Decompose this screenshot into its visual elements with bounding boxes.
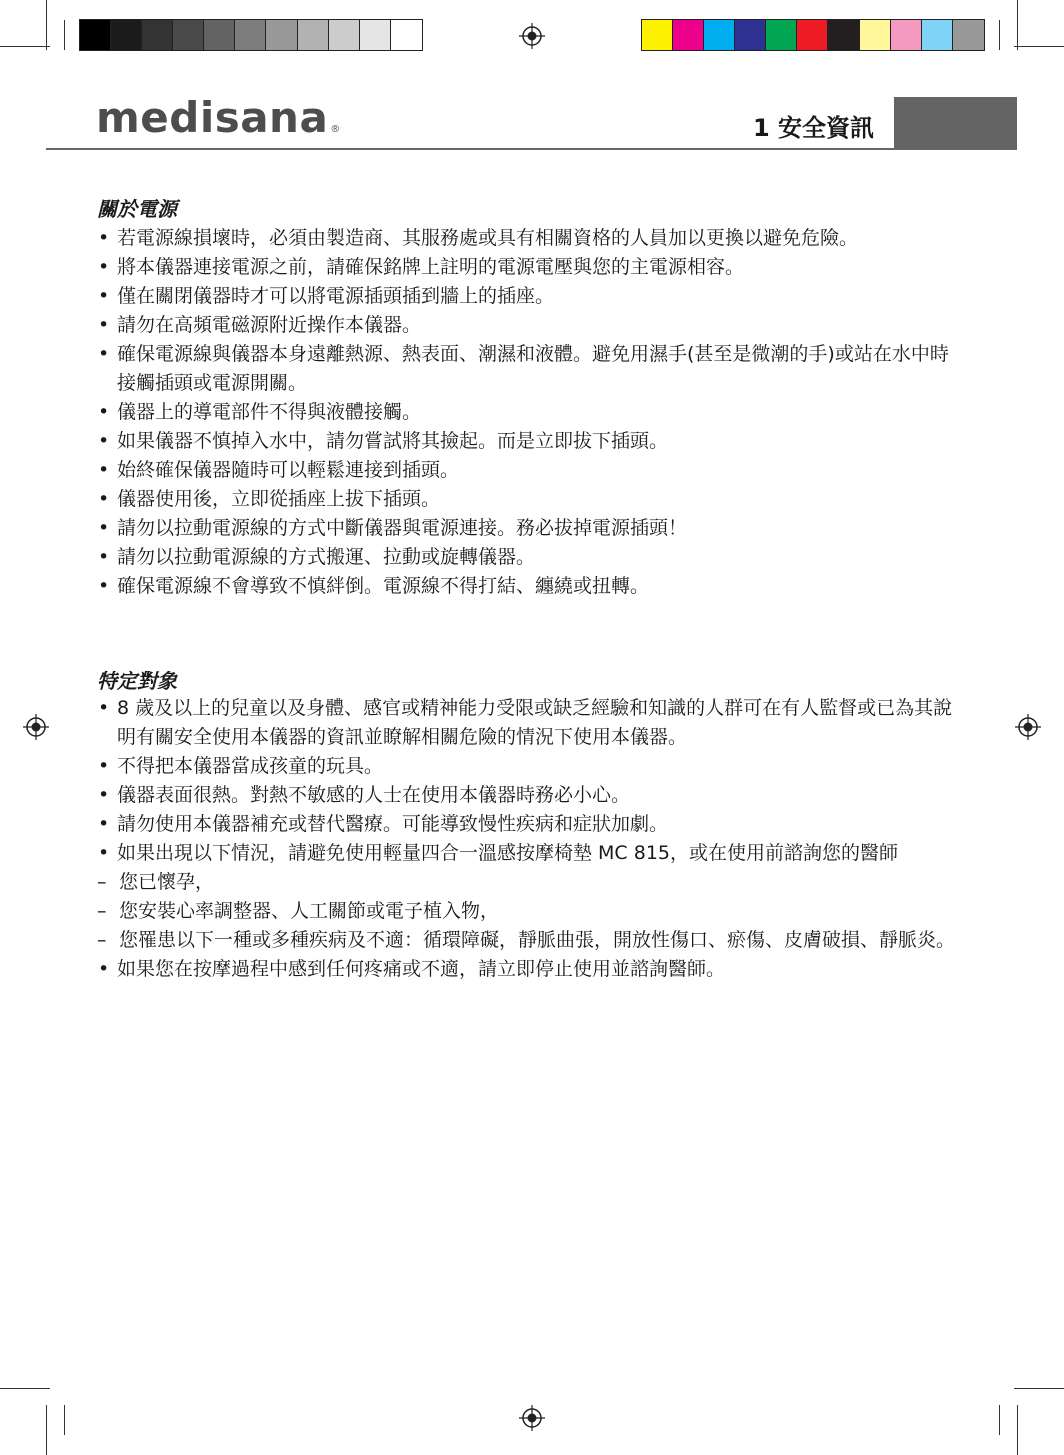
list-item: • 如果您在按摩過程中感到任何疼痛或不適，請立即停止使用並諮詢醫師。 bbox=[97, 955, 967, 984]
list-item: • 確保電源線與儀器本身遠離熱源、熱表面、潮濕和液體。避免用濕手(甚至是微潮的手)或站在水中時接觸插頭或電源開關。 bbox=[97, 340, 967, 398]
grayscale-swatch bbox=[204, 20, 235, 50]
list-item: • 請勿以拉動電源線的方式中斷儀器與電源連接。務必拔掉電源插頭！ bbox=[97, 514, 967, 543]
color-swatch bbox=[704, 20, 735, 50]
list-item: • 始終確保儀器隨時可以輕鬆連接到插頭。 bbox=[97, 456, 967, 485]
grayscale-swatch bbox=[329, 20, 360, 50]
crop-mark bbox=[999, 1405, 1000, 1435]
crop-mark bbox=[999, 20, 1000, 50]
chapter-title: 1 安全資訊 bbox=[752, 114, 874, 142]
list-item: • 儀器上的導電部件不得與液體接觸。 bbox=[97, 398, 967, 427]
sub-list-container bbox=[97, 868, 967, 955]
list-item: • 儀器表面很熱。對熱不敏感的人士在使用本儀器時務必小心。 bbox=[97, 781, 967, 810]
color-swatch bbox=[797, 20, 828, 50]
color-swatch bbox=[953, 20, 984, 50]
sub-list-item: – 您安裝心率調整器、人工關節或電子植入物， bbox=[97, 897, 967, 926]
registration-mark-icon bbox=[519, 1405, 545, 1431]
crop-mark bbox=[0, 46, 50, 47]
grayscale-color-bar bbox=[79, 19, 423, 51]
list-item: • 如果出現以下情況，請避免使用輕量四合一溫感按摩椅墊 MC 815，或在使用前諮詢您的醫師 bbox=[97, 839, 967, 868]
list-item: • 確保電源線不會導致不慎絆倒。電源線不得打結、纏繞或扭轉。 bbox=[97, 572, 967, 601]
crop-mark bbox=[46, 1405, 47, 1455]
sub-list-item: – 您已懷孕， bbox=[97, 868, 967, 897]
power-safety-list bbox=[97, 224, 967, 601]
list-item: • 請勿使用本儀器補充或替代醫療。可能導致慢性疾病和症狀加劇。 bbox=[97, 810, 967, 839]
registration-mark-icon bbox=[519, 23, 545, 49]
crop-mark bbox=[64, 1405, 65, 1435]
list-item: • 不得把本儀器當成孩童的玩具。 bbox=[97, 752, 967, 781]
registration-mark-icon bbox=[23, 714, 49, 740]
crop-mark bbox=[1017, 0, 1018, 50]
chapter-tab-block bbox=[894, 97, 1017, 148]
grayscale-swatch bbox=[142, 20, 173, 50]
sub-list-item: – 您罹患以下一種或多種疾病及不適：循環障礙，靜脈曲張，開放性傷口、瘀傷、皮膚破損、靜脈炎。 bbox=[97, 926, 967, 955]
contraindication-sub-list bbox=[97, 868, 967, 955]
color-swatch bbox=[922, 20, 953, 50]
cmyk-color-bar bbox=[641, 19, 985, 51]
color-swatch bbox=[642, 20, 673, 50]
grayscale-swatch bbox=[235, 20, 266, 50]
special-groups-list bbox=[97, 694, 967, 984]
list-item: • 儀器使用後，立即從插座上拔下插頭。 bbox=[97, 485, 967, 514]
color-swatch bbox=[766, 20, 797, 50]
section-title-power: 關於電源 bbox=[97, 197, 177, 221]
grayscale-swatch bbox=[80, 20, 111, 50]
grayscale-swatch bbox=[391, 20, 422, 50]
crop-mark bbox=[1017, 1405, 1018, 1455]
list-item: • 8 歲及以上的兒童以及身體、感官或精神能力受限或缺乏經驗和知識的人群可在有人監督或已為其說明有關安全使用本儀器的資訊並瞭解相關危險的情況下使用本儀器。 bbox=[97, 694, 967, 752]
color-swatch bbox=[860, 20, 891, 50]
crop-mark bbox=[46, 0, 47, 50]
list-item: • 如果儀器不慎掉入水中，請勿嘗試將其撿起。而是立即拔下插頭。 bbox=[97, 427, 967, 456]
registration-mark-icon bbox=[1015, 714, 1041, 740]
crop-mark bbox=[1014, 1388, 1064, 1389]
color-swatch bbox=[673, 20, 704, 50]
crop-mark bbox=[0, 1388, 50, 1389]
grayscale-swatch bbox=[266, 20, 297, 50]
header-rule bbox=[46, 148, 1017, 150]
list-item: • 將本儀器連接電源之前，請確保銘牌上註明的電源電壓與您的主電源相容。 bbox=[97, 253, 967, 282]
medisana-logo: medisana ® bbox=[96, 93, 341, 142]
list-item: • 若電源線損壞時，必須由製造商、其服務處或具有相關資格的人員加以更換以避免危險。 bbox=[97, 224, 967, 253]
color-swatch bbox=[891, 20, 922, 50]
color-swatch bbox=[828, 20, 859, 50]
grayscale-swatch bbox=[298, 20, 329, 50]
grayscale-swatch bbox=[360, 20, 391, 50]
color-swatch bbox=[735, 20, 766, 50]
crop-mark bbox=[64, 20, 65, 50]
list-item: • 請勿以拉動電源線的方式搬運、拉動或旋轉儀器。 bbox=[97, 543, 967, 572]
list-item: • 僅在關閉儀器時才可以將電源插頭插到牆上的插座。 bbox=[97, 282, 967, 311]
list-item: • 請勿在高頻電磁源附近操作本儀器。 bbox=[97, 311, 967, 340]
section-title-special-groups: 特定對象 bbox=[97, 669, 177, 693]
crop-mark bbox=[1014, 46, 1064, 47]
grayscale-swatch bbox=[111, 20, 142, 50]
grayscale-swatch bbox=[173, 20, 204, 50]
